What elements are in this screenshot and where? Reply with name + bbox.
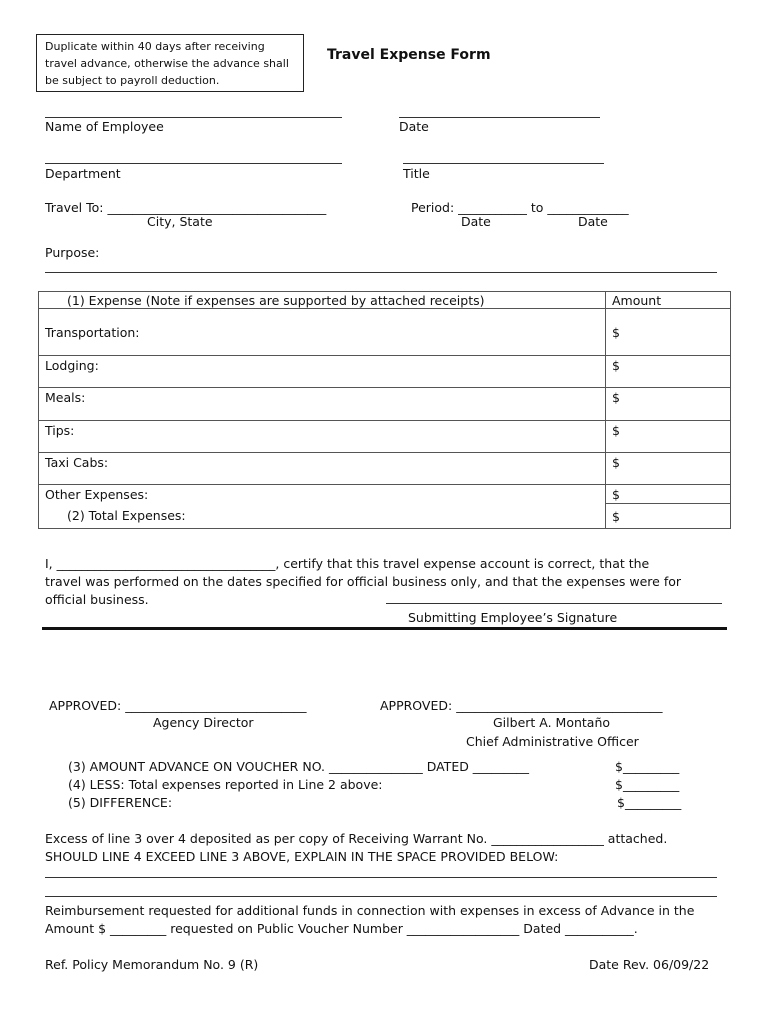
period-field[interactable]: Period: ___________ to _____________	[411, 200, 629, 215]
table-row	[39, 356, 731, 388]
amount-cell-tips[interactable]: $	[606, 421, 731, 453]
expense-label-other: Other Expenses:	[39, 485, 606, 504]
agency-director-label: Agency Director	[153, 715, 254, 730]
purpose-label: Purpose:	[45, 245, 100, 260]
total-expenses-amount[interactable]: $	[606, 504, 731, 529]
approved-agency-director-field[interactable]: APPROVED: _____________________________	[49, 698, 307, 713]
reimbursement-statement-line2[interactable]: Amount $ _________ requested on Public Voucher Number __________________ Dated ___________.	[45, 921, 638, 936]
difference-line: (5) DIFFERENCE:	[68, 795, 173, 810]
table-header-row	[39, 292, 731, 309]
difference-value[interactable]: $_________	[617, 795, 682, 810]
table-total-row	[39, 504, 731, 529]
cao-position: Chief Administrative Officer	[466, 734, 639, 749]
cao-name: Gilbert A. Montaño	[493, 715, 611, 730]
amount-advance-line[interactable]: (3) AMOUNT ADVANCE ON VOUCHER NO. _______________ DATED _________	[68, 759, 530, 774]
certify-statement-line1[interactable]: I, ___________________________________, certify that this travel expense account is correct, that the	[45, 556, 650, 571]
title-label: Title	[403, 166, 430, 181]
reimbursement-statement-line1: Reimbursement requested for additional funds in connection with expenses in excess of Advance in the	[45, 903, 695, 918]
department-label: Department	[45, 166, 121, 181]
expense-label-tips: Tips:	[39, 421, 606, 453]
less-expenses-line: (4) LESS: Total expenses reported in Line 2 above:	[68, 777, 383, 792]
employee-signature-label: Submitting Employee’s Signature	[408, 610, 618, 625]
date-line[interactable]	[399, 117, 600, 118]
amount-column-header: Amount	[606, 292, 731, 309]
excess-deposit-statement[interactable]: Excess of line 3 over 4 deposited as per copy of Receiving Warrant No. __________________ attached.	[45, 831, 668, 846]
amount-cell-other[interactable]: $	[606, 485, 731, 504]
certify-statement-line3: official business.	[45, 592, 149, 607]
table-row	[39, 485, 731, 504]
expense-column-header: (1) Expense (Note if expenses are supported by attached receipts)	[39, 292, 606, 309]
period-end-date-caption: Date	[578, 214, 608, 229]
total-expenses-label: (2) Total Expenses:	[39, 504, 606, 529]
department-line[interactable]	[45, 163, 342, 164]
expense-label-lodging: Lodging:	[39, 356, 606, 388]
amount-cell-meals[interactable]: $	[606, 388, 731, 421]
date-label: Date	[399, 119, 429, 134]
table-row	[39, 453, 731, 485]
amount-cell-lodging[interactable]: $	[606, 356, 731, 388]
purpose-line[interactable]	[45, 272, 717, 273]
explanation-line-1[interactable]	[45, 877, 717, 878]
revision-date: Date Rev. 06/09/22	[589, 957, 710, 972]
expense-label-transportation: Transportation:	[39, 309, 606, 356]
approved-cao-field[interactable]: APPROVED: _________________________________	[380, 698, 663, 713]
expense-table	[38, 291, 731, 529]
employee-signature-line[interactable]	[386, 603, 722, 604]
table-row	[39, 421, 731, 453]
certify-statement-line2: travel was performed on the dates specified for official business only, and that the expenses were for	[45, 574, 682, 589]
expense-label-taxi-cabs: Taxi Cabs:	[39, 453, 606, 485]
title-line[interactable]	[403, 163, 604, 164]
explain-instruction: SHOULD LINE 4 EXCEED LINE 3 ABOVE, EXPLAIN IN THE SPACE PROVIDED BELOW:	[45, 849, 559, 864]
name-of-employee-line[interactable]	[45, 117, 342, 118]
table-row	[39, 309, 731, 356]
amount-advance-value[interactable]: $_________	[615, 759, 680, 774]
section-divider	[42, 627, 727, 630]
travel-to-field[interactable]: Travel To: ___________________________________	[45, 200, 327, 215]
form-title: Travel Expense Form	[327, 47, 491, 63]
explanation-line-2[interactable]	[45, 896, 717, 897]
amount-cell-transportation[interactable]: $	[606, 309, 731, 356]
policy-reference: Ref. Policy Memorandum No. 9 (R)	[45, 957, 259, 972]
less-expenses-value[interactable]: $_________	[615, 777, 680, 792]
payroll-deduction-notice: Duplicate within 40 days after receiving travel advance, otherwise the advance shall be subject to payroll deduction.	[36, 34, 304, 92]
table-row	[39, 388, 731, 421]
amount-cell-taxi-cabs[interactable]: $	[606, 453, 731, 485]
expense-label-meals: Meals:	[39, 388, 606, 421]
name-of-employee-label: Name of Employee	[45, 119, 164, 134]
city-state-caption: City, State	[147, 214, 213, 229]
period-start-date-caption: Date	[461, 214, 491, 229]
